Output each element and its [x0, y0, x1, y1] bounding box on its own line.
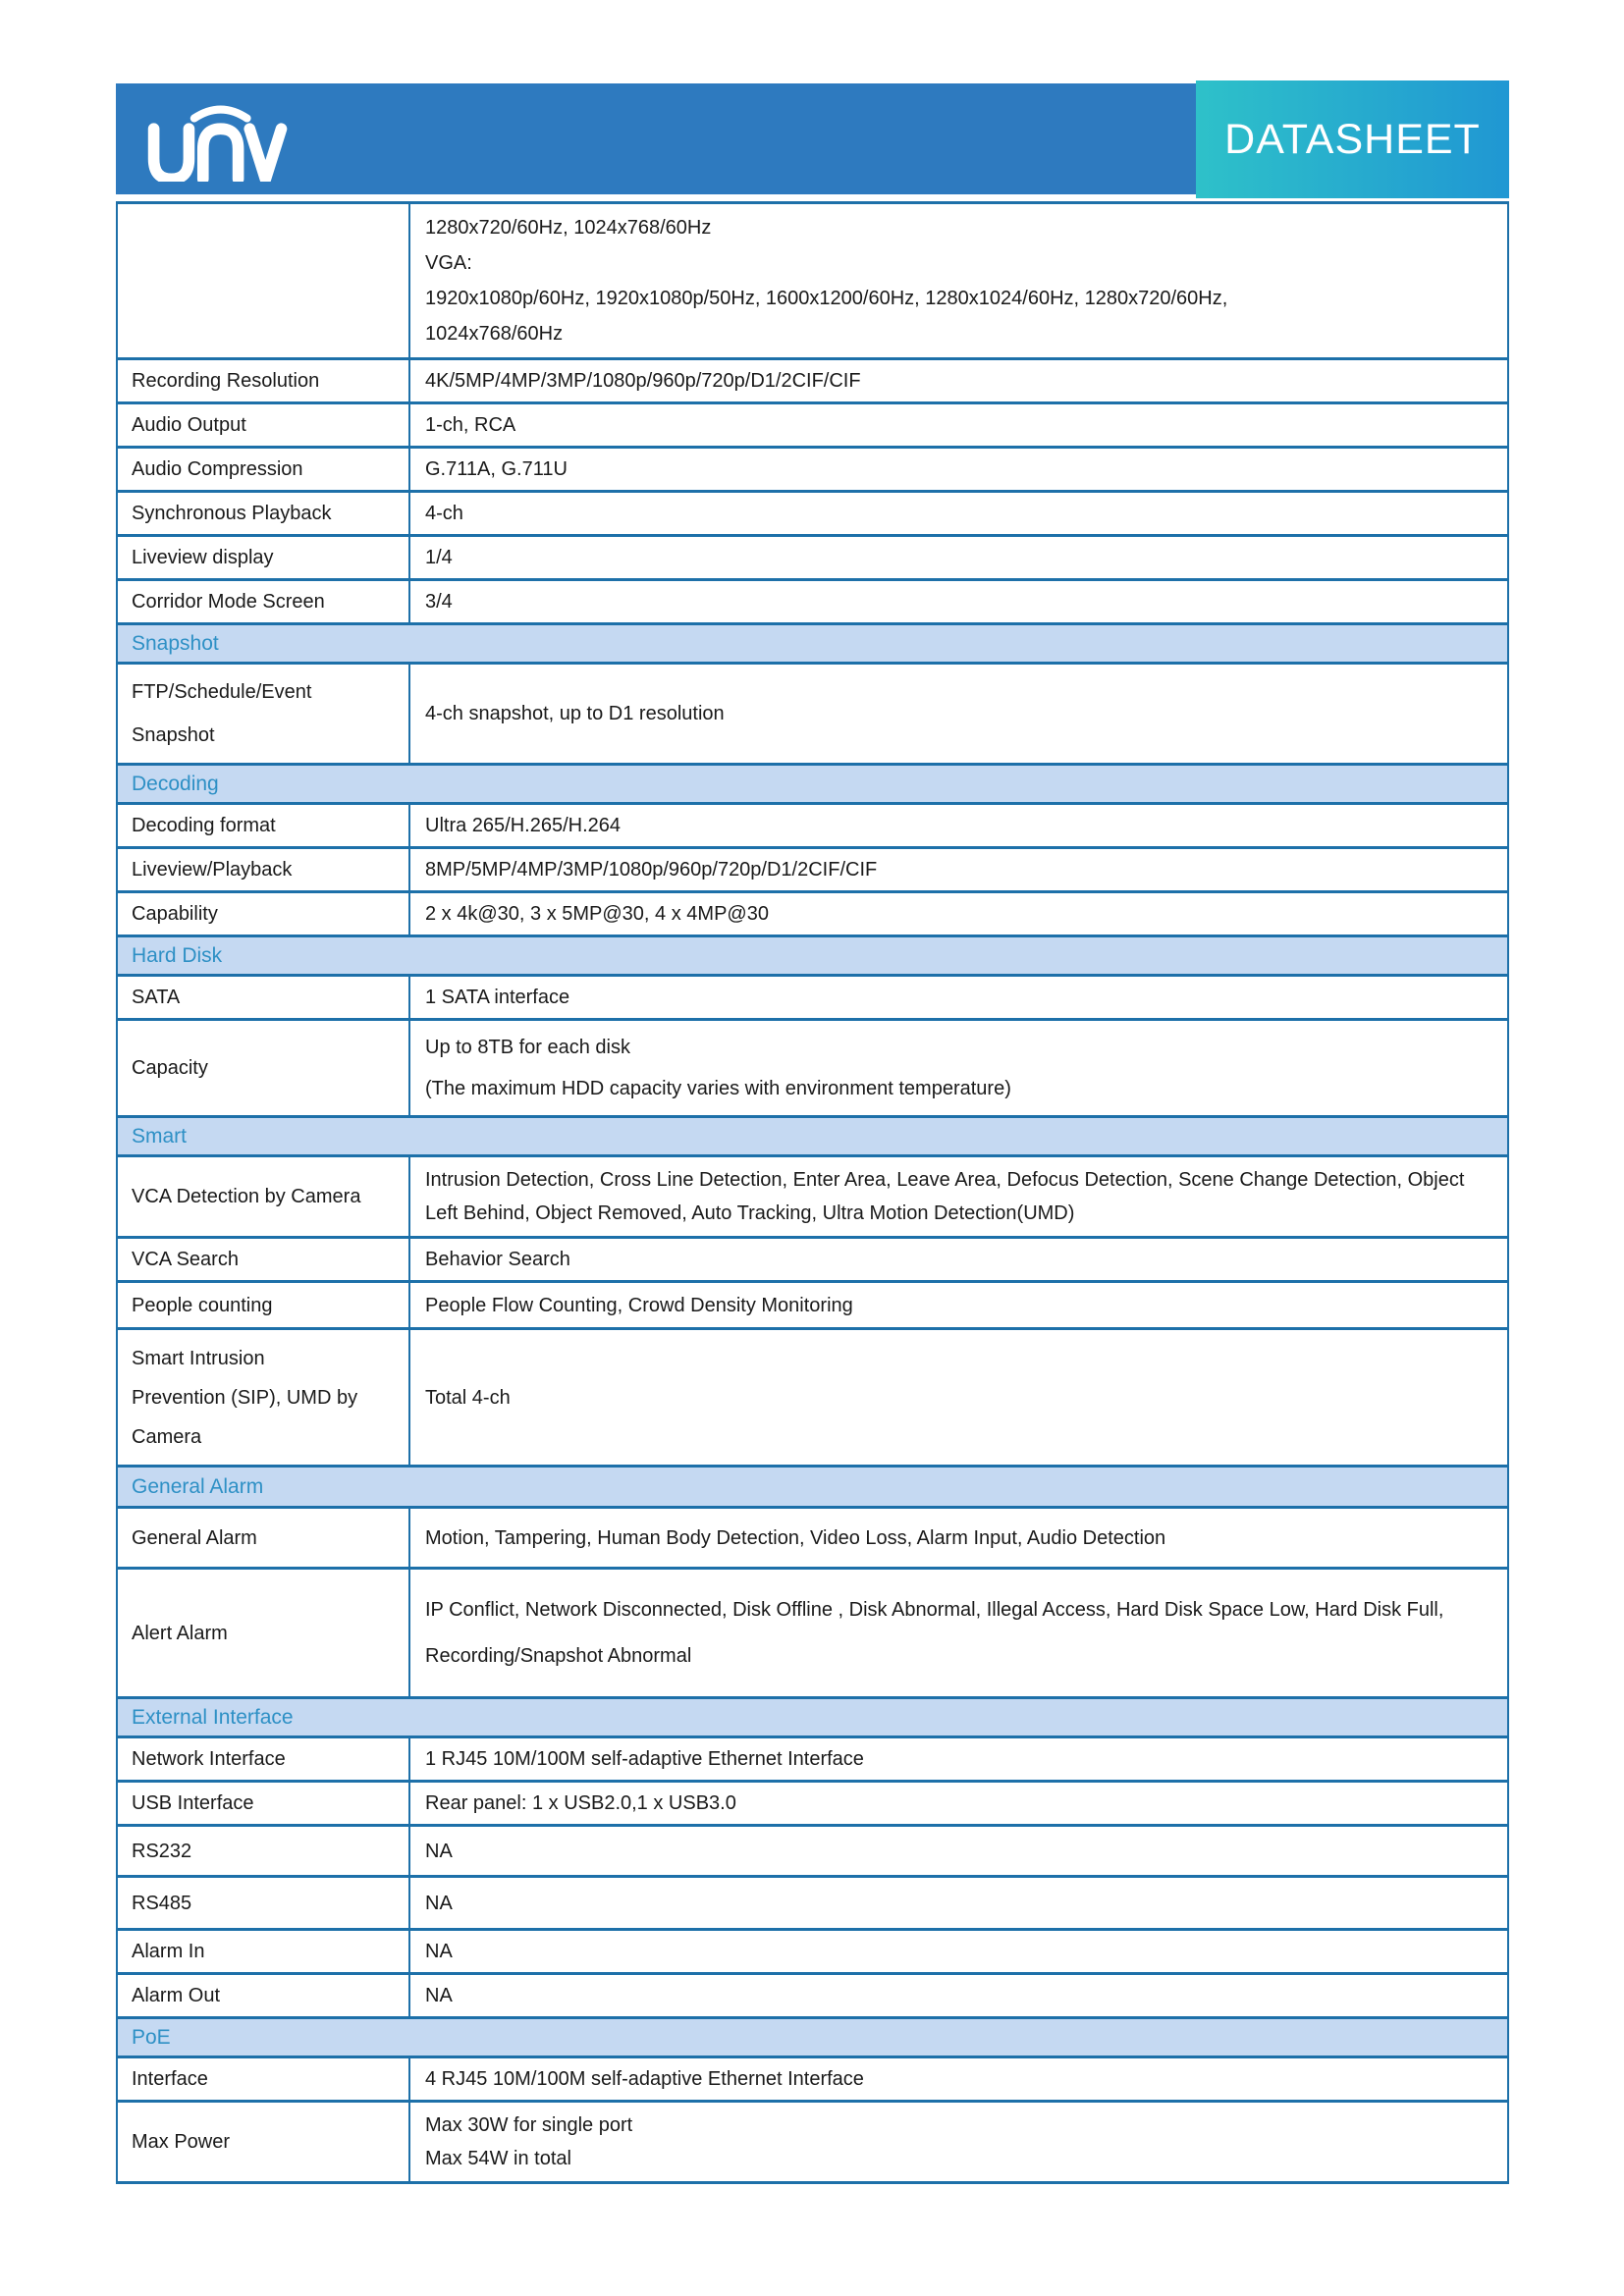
spec-value — [408, 805, 1507, 846]
spec-value-line: 4 RJ45 10M/100M self-adaptive Ethernet Interface — [425, 2068, 864, 2090]
spec-label-line: Alarm Out — [132, 1985, 221, 2006]
spec-row — [118, 404, 1507, 449]
spec-value-line: Max 54W in total — [425, 2148, 571, 2169]
section-row: Smart — [118, 1118, 1507, 1157]
spec-label — [118, 449, 408, 490]
spec-value-line: (The maximum HDD capacity varies with environment temperature) — [425, 1078, 1011, 1099]
spec-row — [118, 1738, 1507, 1783]
spec-value-line: 1280x720/60Hz, 1024x768/60Hz — [425, 217, 712, 239]
spec-label — [118, 893, 408, 934]
spec-table — [116, 201, 1509, 2184]
datasheet-page — [116, 83, 1509, 2184]
spec-label — [118, 805, 408, 846]
spec-row — [118, 1570, 1507, 1699]
spec-row — [118, 2058, 1507, 2103]
spec-value — [408, 1239, 1507, 1280]
spec-value-line: NA — [425, 1892, 453, 1914]
spec-value-line: Behavior Search — [425, 1249, 570, 1270]
spec-value — [408, 1283, 1507, 1327]
spec-row — [118, 1330, 1507, 1468]
section-row: Hard Disk — [118, 937, 1507, 977]
spec-value-line: NA — [425, 1941, 453, 1962]
spec-row — [118, 1931, 1507, 1975]
spec-label — [118, 1570, 408, 1696]
spec-value — [408, 977, 1507, 1018]
spec-row — [118, 893, 1507, 937]
spec-row — [118, 1827, 1507, 1878]
spec-label — [118, 1157, 408, 1236]
spec-label-line: Capacity — [132, 1057, 208, 1079]
spec-label-line: Audio Compression — [132, 458, 303, 480]
spec-label — [118, 1783, 408, 1824]
datasheet-badge: DATASHEET — [1196, 80, 1509, 198]
spec-label — [118, 1239, 408, 1280]
logo-arc — [194, 110, 247, 119]
section-row: General Alarm — [118, 1468, 1507, 1509]
spec-label-line: General Alarm — [132, 1526, 257, 1549]
section-row: External Interface — [118, 1699, 1507, 1738]
spec-value-line: 2 x 4k@30, 3 x 5MP@30, 4 x 4MP@30 — [425, 903, 769, 925]
spec-value-line: 1-ch, RCA — [425, 414, 516, 436]
spec-label — [118, 1975, 408, 2016]
spec-label-line: Capability — [132, 903, 218, 925]
spec-row — [118, 360, 1507, 404]
spec-row — [118, 1509, 1507, 1570]
spec-value-line: Intrusion Detection, Cross Line Detection, Enter Area, Leave Area, Defocus Detection, Scene Change Detection, Object Left Behind, Object Removed, Auto Tracking, Ultra Motion Detection(UMD) — [425, 1169, 1465, 1224]
spec-value-line: 1920x1080p/60Hz, 1920x1080p/50Hz, 1600x1200/60Hz, 1280x1024/60Hz, 1280x720/60Hz, — [425, 288, 1228, 309]
spec-value-line: IP Conflict, Network Disconnected, Disk Offline , Disk Abnormal, Illegal Access, Hard Disk Space Low, Hard Disk Full, Recording/Snapshot Abnormal — [425, 1598, 1444, 1667]
spec-label-line: Alert Alarm — [132, 1622, 228, 1644]
spec-value — [408, 1783, 1507, 1824]
spec-row — [118, 849, 1507, 893]
spec-label-line: Audio Output — [132, 414, 246, 436]
spec-row — [118, 1878, 1507, 1931]
spec-value-line: G.711A, G.711U — [425, 458, 568, 480]
spec-row — [118, 665, 1507, 766]
spec-value — [408, 1330, 1507, 1465]
spec-value-line: 1 SATA interface — [425, 987, 570, 1008]
spec-label — [118, 2058, 408, 2100]
spec-label — [118, 360, 408, 401]
spec-value — [408, 1827, 1507, 1875]
spec-label — [118, 1931, 408, 1972]
spec-row — [118, 1157, 1507, 1239]
section-row: Snapshot — [118, 625, 1507, 665]
spec-label-line: RS485 — [132, 1892, 192, 1914]
spec-label-line: People counting — [132, 1294, 273, 1316]
spec-row — [118, 1239, 1507, 1283]
spec-label — [118, 1509, 408, 1567]
spec-label — [118, 1283, 408, 1327]
spec-value-line: 1024x768/60Hz — [425, 323, 564, 345]
spec-value — [408, 1021, 1507, 1115]
spec-label-line: Camera — [132, 1425, 202, 1448]
spec-label-line: Max Power — [132, 2131, 231, 2153]
spec-value-line: Max 30W for single port — [425, 2114, 633, 2136]
spec-row — [118, 1021, 1507, 1118]
spec-value-line: 4K/5MP/4MP/3MP/1080p/960p/720p/D1/2CIF/CIF — [425, 370, 861, 392]
spec-value-line: NA — [425, 1985, 453, 2006]
spec-label-line: Decoding format — [132, 815, 276, 836]
spec-row — [118, 1283, 1507, 1330]
unv-logo — [139, 97, 297, 182]
spec-label-line: VCA Search — [132, 1249, 239, 1270]
spec-label-line: Liveview display — [132, 547, 274, 568]
spec-value-line: VGA: — [425, 252, 472, 274]
spec-value — [408, 2103, 1507, 2181]
spec-value — [408, 849, 1507, 890]
spec-value-line: NA — [425, 1840, 453, 1862]
spec-label — [118, 404, 408, 446]
spec-row — [118, 204, 1507, 360]
spec-value-line: 8MP/5MP/4MP/3MP/1080p/960p/720p/D1/2CIF/CIF — [425, 859, 878, 881]
logo-letter-u — [154, 129, 189, 179]
spec-label-line: Corridor Mode Screen — [132, 591, 325, 613]
spec-value — [408, 204, 1507, 357]
spec-value — [408, 1878, 1507, 1928]
spec-label — [118, 665, 408, 763]
spec-value — [408, 1157, 1507, 1236]
spec-label-line: USB Interface — [132, 1792, 254, 1814]
spec-value-line: People Flow Counting, Crowd Density Monitoring — [425, 1294, 853, 1316]
spec-value — [408, 493, 1507, 534]
spec-row — [118, 537, 1507, 581]
spec-label — [118, 1330, 408, 1465]
spec-label-line: Network Interface — [132, 1748, 286, 1770]
spec-row — [118, 449, 1507, 493]
spec-value — [408, 1509, 1507, 1567]
spec-label-line: Liveview/Playback — [132, 859, 293, 881]
spec-value — [408, 1975, 1507, 2016]
spec-value-line: Rear panel: 1 x USB2.0,1 x USB3.0 — [425, 1792, 736, 1814]
header-bar — [116, 83, 1509, 194]
spec-label-line: Recording Resolution — [132, 370, 320, 392]
spec-label — [118, 1827, 408, 1875]
spec-label — [118, 977, 408, 1018]
spec-value-line: Up to 8TB for each disk — [425, 1037, 630, 1058]
spec-row — [118, 977, 1507, 1021]
spec-row — [118, 2103, 1507, 2184]
spec-row — [118, 1975, 1507, 2019]
spec-label-line: Alarm In — [132, 1941, 205, 1962]
spec-value — [408, 665, 1507, 763]
spec-value — [408, 581, 1507, 622]
spec-label — [118, 537, 408, 578]
spec-label — [118, 1878, 408, 1928]
spec-value — [408, 537, 1507, 578]
section-row: Decoding — [118, 766, 1507, 805]
spec-label-line: RS232 — [132, 1840, 192, 1862]
spec-value — [408, 2058, 1507, 2100]
spec-row — [118, 581, 1507, 625]
spec-value-line: 1 RJ45 10M/100M self-adaptive Ethernet Interface — [425, 1748, 864, 1770]
section-row: PoE — [118, 2019, 1507, 2058]
spec-label — [118, 204, 408, 357]
spec-value-line: Motion, Tampering, Human Body Detection, Video Loss, Alarm Input, Audio Detection — [425, 1526, 1166, 1549]
logo-letter-v — [249, 129, 281, 179]
spec-label-line: SATA — [132, 987, 181, 1008]
spec-value-line: 4-ch snapshot, up to D1 resolution — [425, 703, 725, 724]
spec-label — [118, 581, 408, 622]
spec-value-line: Ultra 265/H.265/H.264 — [425, 815, 622, 836]
spec-label-line: Prevention (SIP), UMD by — [132, 1386, 358, 1409]
spec-value-line: 3/4 — [425, 591, 453, 613]
spec-label-line: VCA Detection by Camera — [132, 1186, 361, 1207]
spec-label — [118, 2103, 408, 2181]
spec-value — [408, 1570, 1507, 1696]
spec-value — [408, 1931, 1507, 1972]
spec-value — [408, 1738, 1507, 1780]
spec-label-line: Snapshot — [132, 724, 215, 746]
spec-row — [118, 493, 1507, 537]
spec-label-line: Smart Intrusion — [132, 1347, 265, 1369]
spec-label-line: FTP/Schedule/Event — [132, 681, 312, 703]
spec-value — [408, 360, 1507, 401]
spec-row — [118, 805, 1507, 849]
spec-label — [118, 849, 408, 890]
spec-value-line: 4-ch — [425, 503, 463, 524]
spec-value-line: Total 4-ch — [425, 1386, 511, 1409]
spec-label-line: Interface — [132, 2068, 208, 2090]
spec-value-line: 1/4 — [425, 547, 453, 568]
spec-value — [408, 449, 1507, 490]
spec-value — [408, 404, 1507, 446]
spec-row — [118, 1783, 1507, 1827]
spec-label — [118, 493, 408, 534]
spec-value — [408, 893, 1507, 934]
logo-letter-n — [203, 129, 239, 179]
spec-label — [118, 1021, 408, 1115]
spec-label — [118, 1738, 408, 1780]
spec-label-line: Synchronous Playback — [132, 503, 332, 524]
